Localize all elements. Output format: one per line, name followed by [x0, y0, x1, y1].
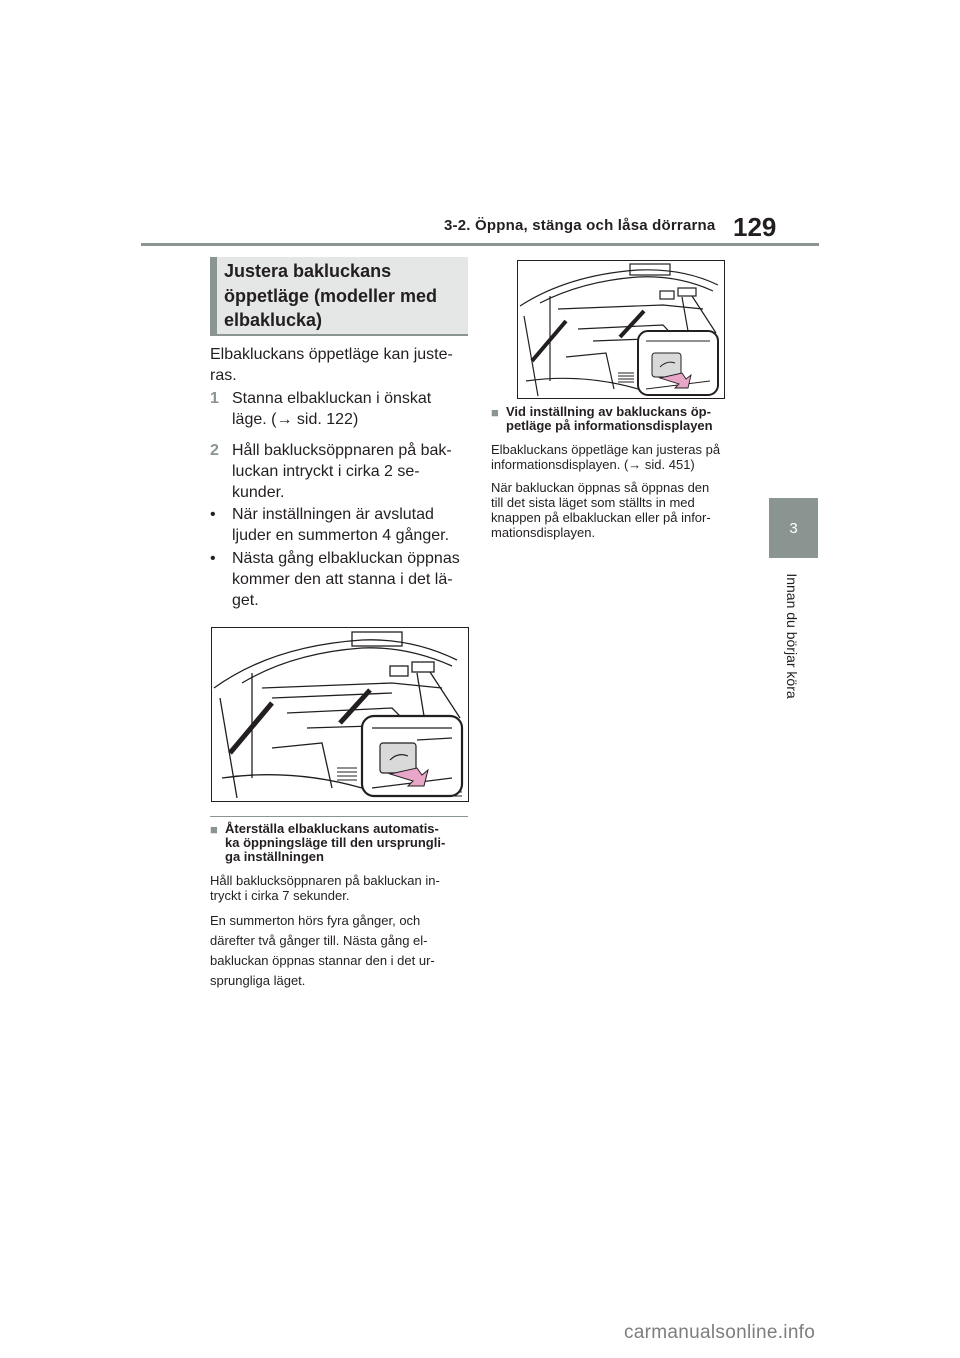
reset-paragraph-1 — [210, 873, 472, 903]
step-number: 2 — [210, 442, 219, 459]
text-line: bakluckan öppnas stannar den i det ur- — [210, 953, 435, 968]
display-paragraph-2 — [491, 480, 753, 540]
heading-line: elbaklucka) — [224, 310, 323, 330]
text-line: ljuder en summerton 4 gånger. — [232, 527, 450, 544]
page-number: 129 — [733, 212, 777, 242]
square-marker: ■ — [210, 822, 218, 837]
header-section-title: 3-2. Öppna, stänga och låsa dörrarna — [444, 217, 716, 234]
heading-line: öppetläge (modeller med — [224, 285, 438, 306]
header-divider — [141, 243, 819, 246]
text-line: läge. (→ sid. 122) — [232, 411, 359, 428]
bullet-item — [210, 504, 472, 548]
text-line: ras. — [210, 367, 237, 384]
text-line: kommer den att stanna i det lä- — [232, 571, 453, 588]
bullet-item — [210, 548, 472, 614]
text-line: ka öppningsläge till den ursprungli- — [225, 835, 446, 850]
bullet-mark: • — [210, 550, 216, 567]
reset-paragraph-2 — [210, 911, 472, 991]
bullet-mark: • — [210, 506, 216, 523]
text-line: tryckt i cirka 7 sekunder. — [210, 888, 350, 903]
text-line: därefter två gånger till. Nästa gång el- — [210, 933, 428, 948]
step-2 — [210, 440, 472, 504]
text-line: Vid inställning av bakluckans öp- — [506, 404, 711, 419]
step-text — [232, 440, 472, 503]
reset-heading — [210, 822, 472, 866]
step-number: 1 — [210, 390, 219, 407]
text-line: informationsdisplayen. (→ sid. 451) — [491, 457, 695, 472]
display-heading — [491, 405, 753, 435]
text-line: Elbakluckans öppetläge kan justeras på — [491, 442, 721, 457]
text-line: knappen på elbakluckan eller på infor- — [491, 510, 711, 525]
bullet-text — [232, 504, 472, 546]
section-heading — [224, 259, 464, 333]
square-marker: ■ — [491, 405, 499, 420]
text-line: Håll baklucksöppnaren på bakluckan in- — [210, 873, 440, 888]
divider-line — [210, 816, 468, 817]
section-heading-box — [210, 257, 468, 336]
text-line: När bakluckan öppnas så öppnas den — [491, 480, 710, 495]
text-line: get. — [232, 592, 259, 609]
text-line: sprungliga läget. — [210, 973, 306, 988]
intro-paragraph — [210, 344, 472, 386]
power-tailgate-opener-drawing — [518, 261, 724, 398]
chapter-number: 3 — [789, 519, 798, 537]
power-tailgate-opener-drawing — [212, 628, 468, 801]
text-line: kunder. — [232, 484, 285, 501]
tailgate-illustration-right — [517, 260, 725, 399]
chapter-tab — [769, 498, 818, 558]
text-line: En summerton hörs fyra gånger, och — [210, 913, 421, 928]
text-line: När inställningen är avslutad — [232, 506, 434, 523]
text-line: Stanna elbakluckan i önskat — [232, 390, 432, 407]
bullet-text — [232, 548, 472, 611]
display-paragraph-1 — [491, 442, 753, 472]
text-line: Återställa elbakluckans automatis- — [225, 821, 439, 836]
chapter-title-vertical — [752, 566, 832, 706]
text-line: Elbakluckans öppetläge kan juste- — [210, 346, 453, 363]
chapter-title: Innan du börjar köra — [784, 573, 800, 699]
heading-line: Justera bakluckans — [224, 261, 392, 281]
text-line: Håll baklucksöppnaren på bak- — [232, 442, 452, 459]
section-heading-bar — [210, 257, 217, 334]
text-line: Nästa gång elbakluckan öppnas — [232, 550, 460, 567]
watermark: carmanualsonline.info — [624, 1322, 816, 1343]
text-line: ga inställningen — [225, 849, 324, 864]
text-line: petläge på informationsdisplayen — [506, 418, 713, 433]
text-line: luckan intryckt i cirka 2 se- — [232, 463, 420, 480]
step-1 — [210, 388, 472, 432]
text-line: till det sista läget som ställts in med — [491, 495, 695, 510]
text-line: mationsdisplayen. — [491, 525, 596, 540]
tailgate-illustration-left — [211, 627, 469, 802]
step-text — [232, 388, 472, 430]
